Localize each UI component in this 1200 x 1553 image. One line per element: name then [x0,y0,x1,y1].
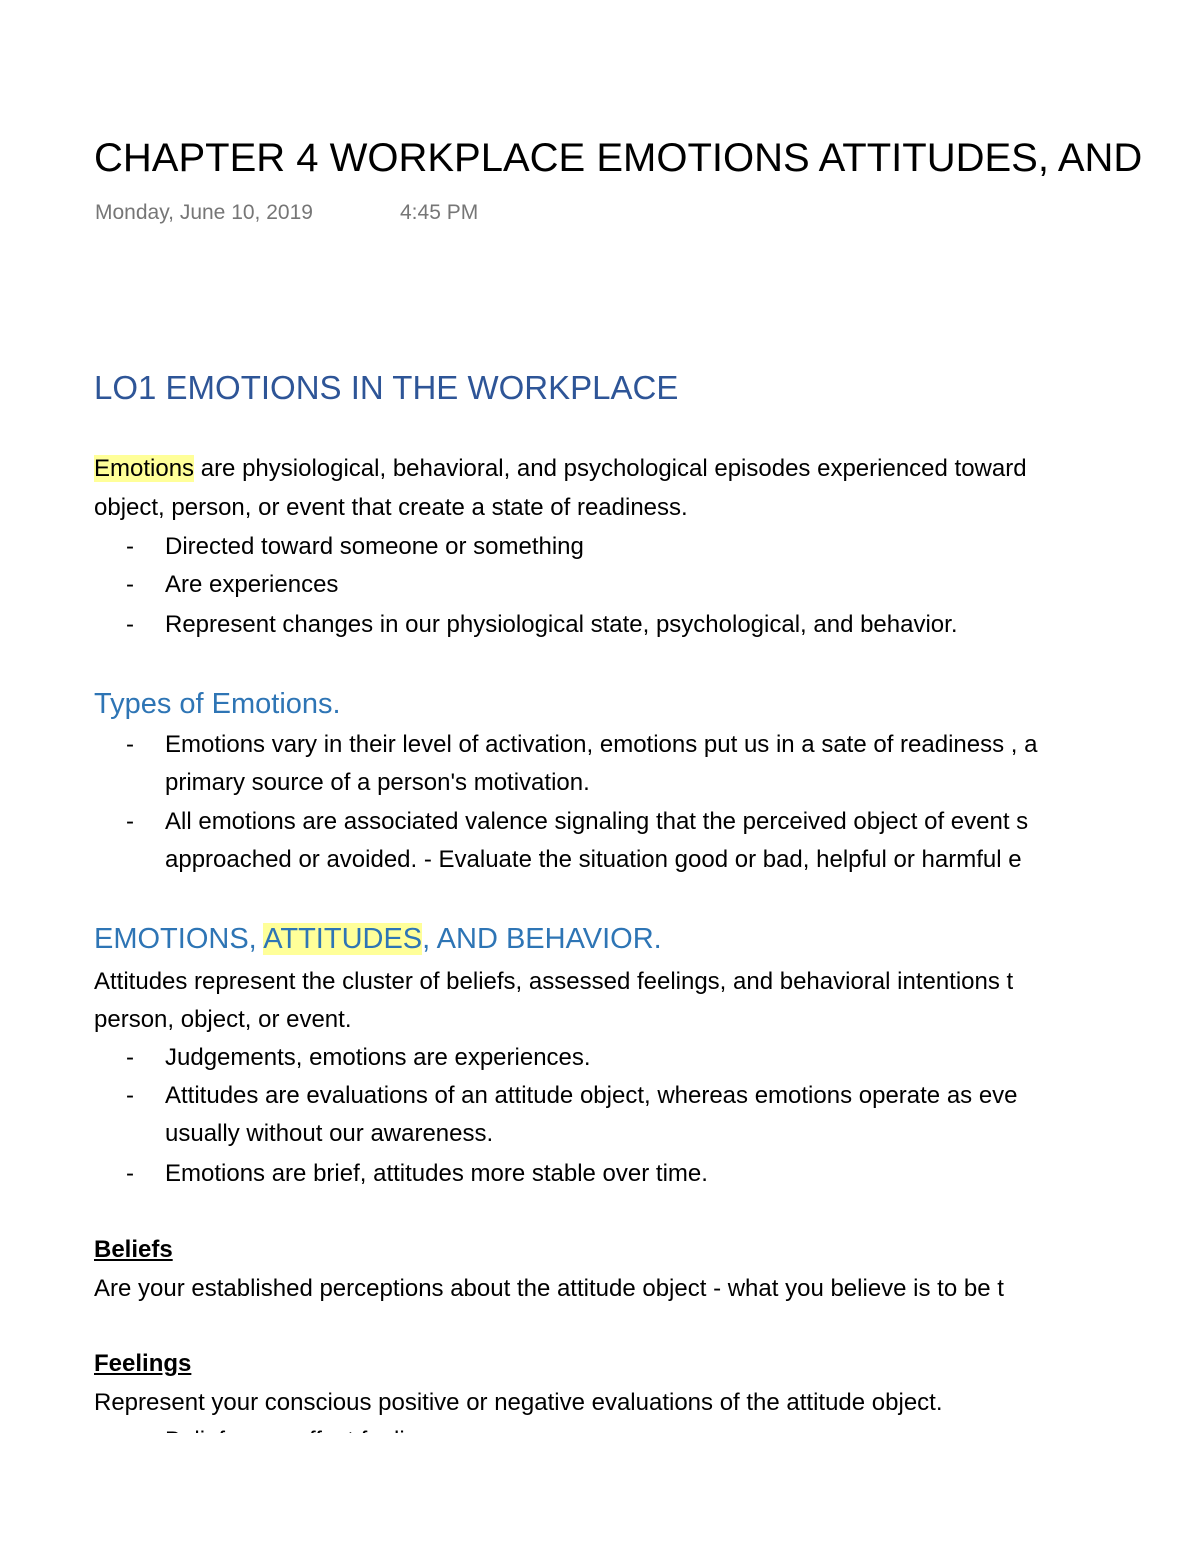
page-date: Monday, June 10, 2019 [95,201,313,224]
feelings-text: Represent your conscious positive or negative evaluations of the attitude object. [94,1389,943,1416]
bullet-dash: - [126,571,134,598]
bullet-dash: - [126,808,134,835]
highlighted-term-emotions: Emotions [94,455,195,482]
section-heading-types-of-emotions: Types of Emotions. [94,688,341,720]
bullet-dash: - [126,1160,134,1187]
heading-part: , AND BEHAVIOR. [422,923,662,955]
bullet-dash: - [126,1044,134,1071]
list-item: Emotions vary in their level of activation, emotions put us in a sate of readiness , a [165,731,1038,758]
attitudes-definition-line-2: person, object, or event. [94,1006,352,1033]
bullet-dash: - [126,731,134,758]
emotions-definition-line-2: object, person, or event that create a state of readiness. [94,494,688,521]
list-item: Emotions are brief, attitudes more stable over time. [165,1160,708,1187]
heading-part: EMOTIONS, [94,923,264,955]
emotions-definition-line-1 [94,450,1027,488]
list-item-continuation: approached or avoided. - Evaluate the situation good or bad, helpful or harmful e [165,846,1022,873]
list-item: Represent changes in our physiological state, psychological, and behavior. [165,611,958,638]
feelings-heading: Feelings [94,1350,192,1377]
highlighted-term-attitudes: ATTITUDES [263,923,423,955]
beliefs-text: Are your established perceptions about the attitude object - what you believe is to be t [94,1275,1004,1302]
page-crop-mask [0,1433,1200,1553]
bullet-dash: - [126,611,134,638]
bullet-dash: - [126,533,134,560]
list-item: Are experiences [165,571,339,598]
definition-text: are physiological, behavioral, and psychological episodes experienced toward [194,455,1027,482]
list-item-continuation: usually without our awareness. [165,1120,494,1147]
list-item: All emotions are associated valence signaling that the perceived object of event s [165,808,1029,835]
bullet-dash: - [126,1082,134,1109]
section-heading-emotions-workplace: LO1 EMOTIONS IN THE WORKPLACE [94,369,679,406]
list-item: Directed toward someone or something [165,533,584,560]
attitudes-definition-line-1: Attitudes represent the cluster of beliefs, assessed feelings, and behavioral intentions t [94,968,1014,995]
section-heading-emotions-attitudes-behavior [94,919,662,959]
page-time: 4:45 PM [400,201,479,224]
list-item: Judgements, emotions are experiences. [165,1044,591,1071]
list-item-continuation: primary source of a person's motivation. [165,769,590,796]
page-title: CHAPTER 4 WORKPLACE EMOTIONS ATTITUDES, AND [94,136,1143,180]
beliefs-heading: Beliefs [94,1236,173,1263]
list-item: Attitudes are evaluations of an attitude object, whereas emotions operate as eve [165,1082,1018,1109]
